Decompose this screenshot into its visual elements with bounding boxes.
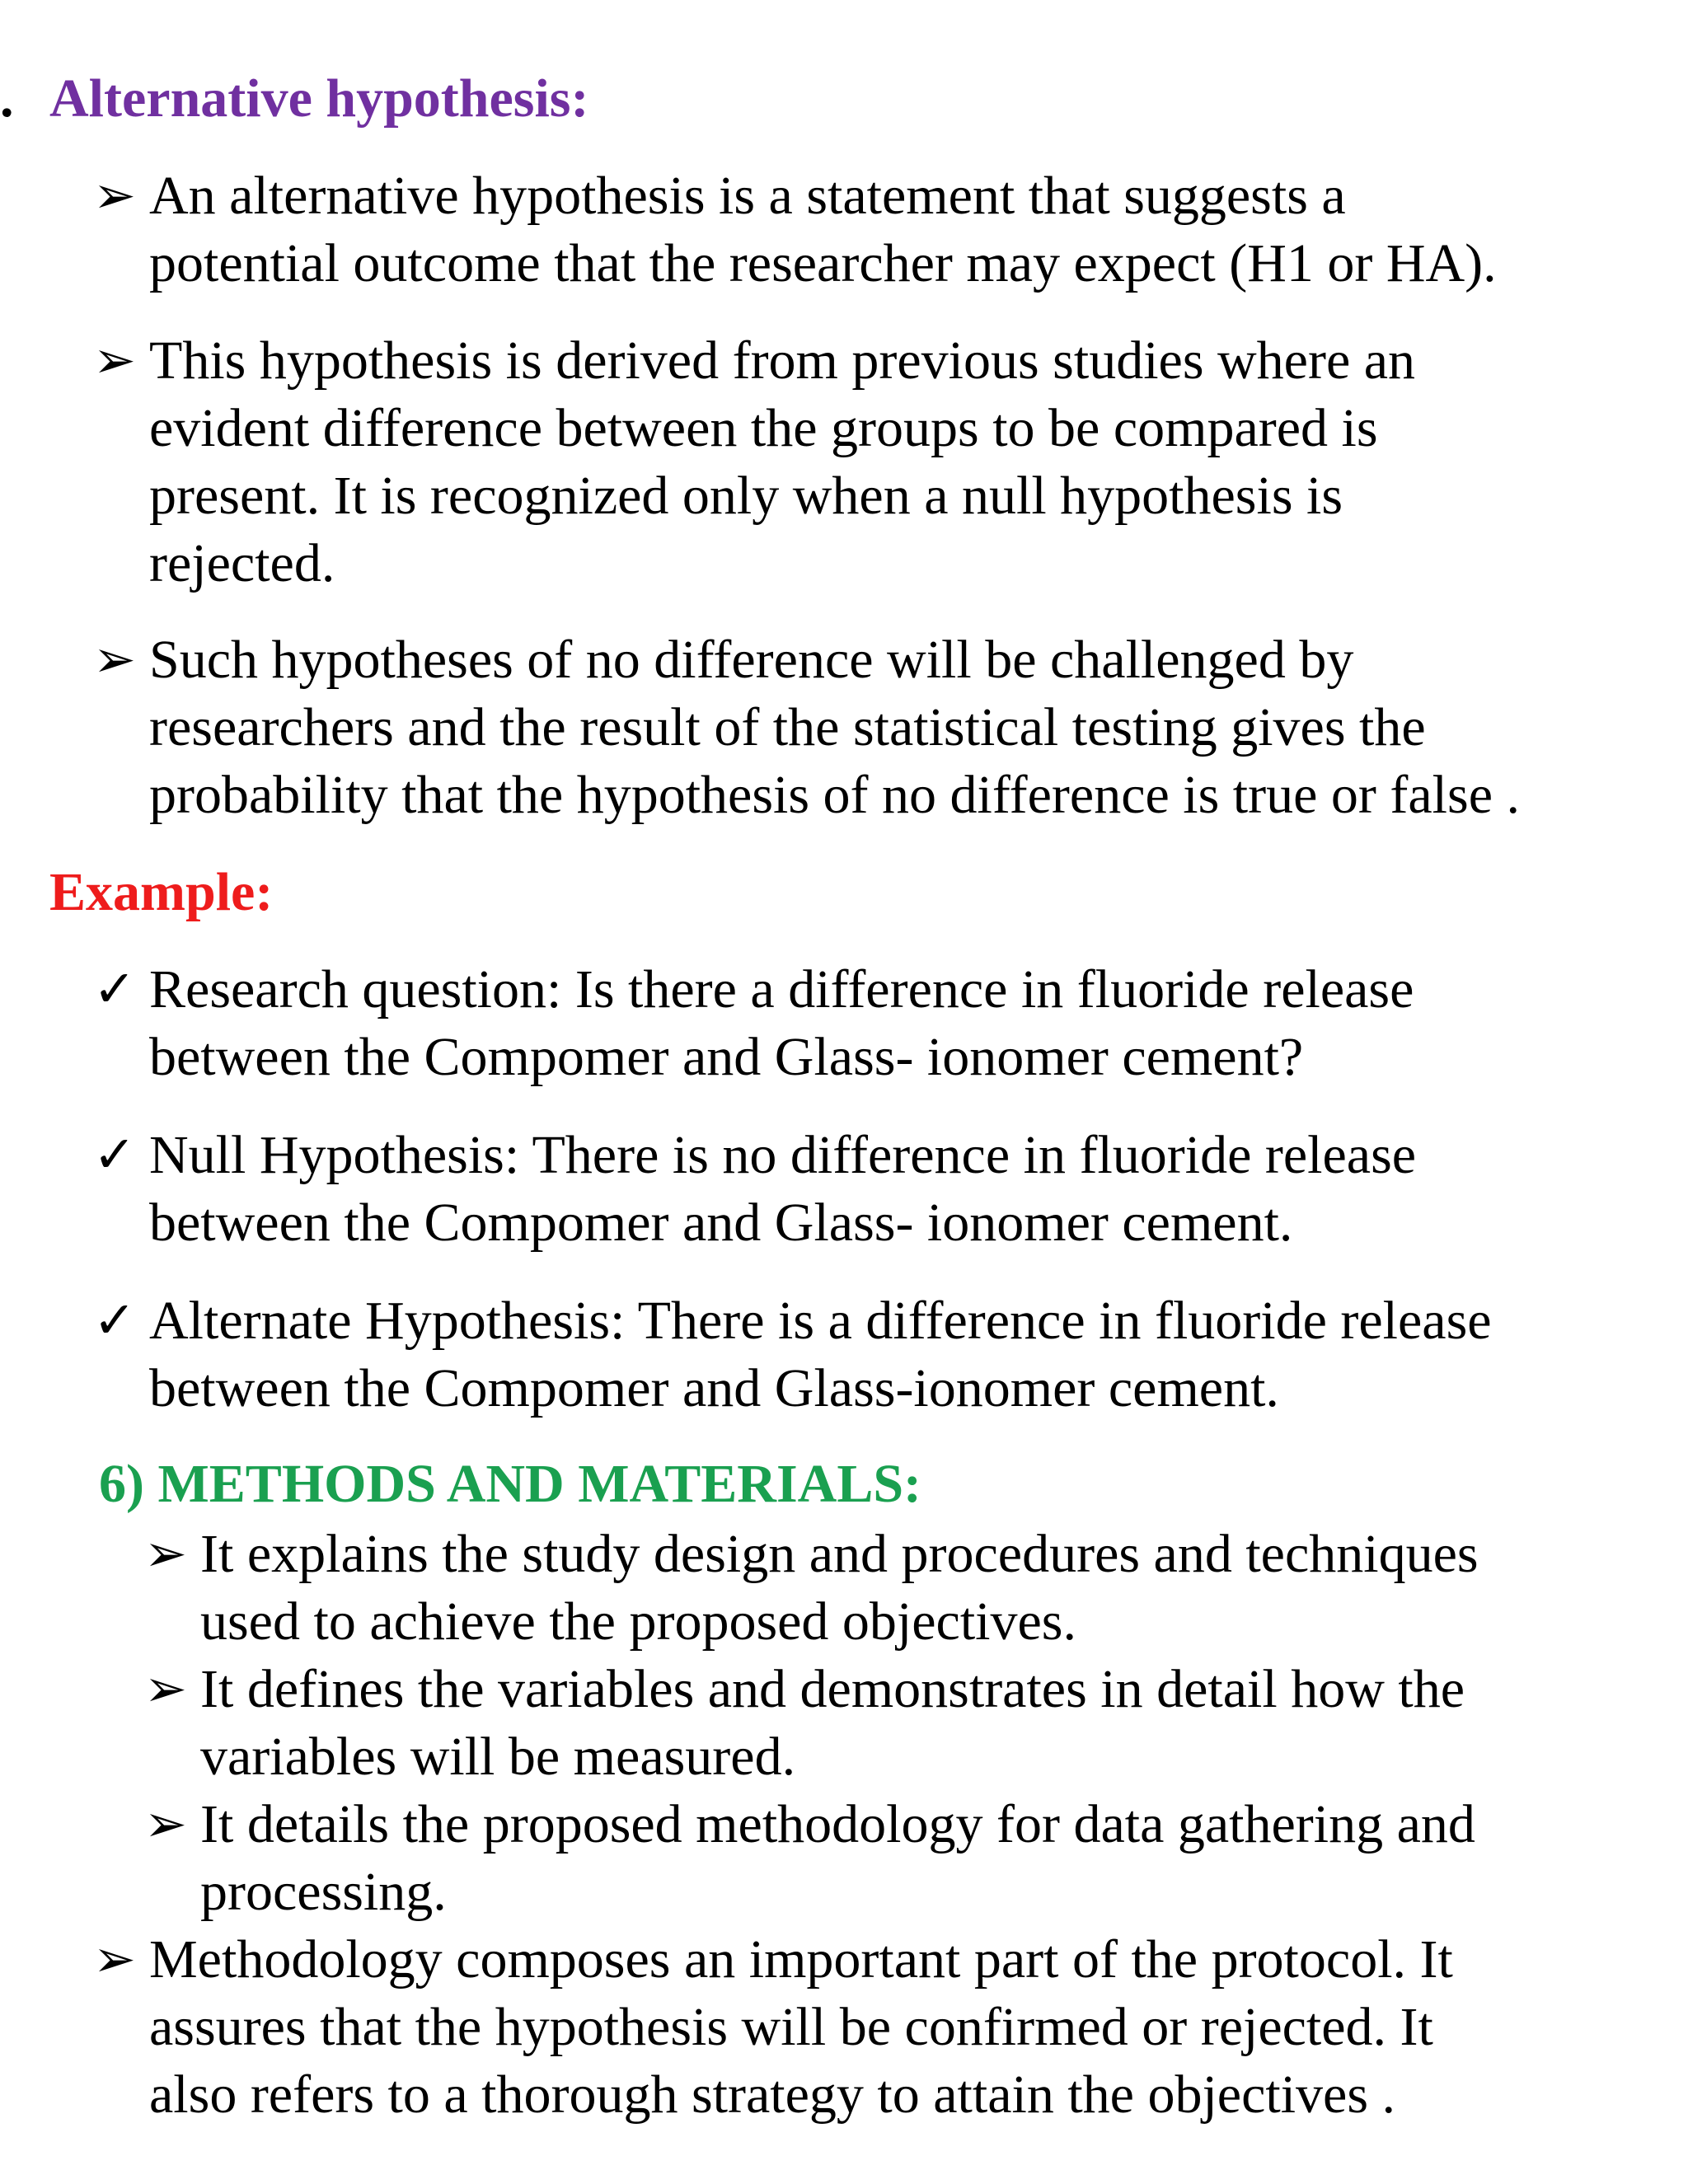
list-item bbox=[93, 626, 1658, 829]
section-bullet-dot: . bbox=[0, 68, 14, 129]
example-heading: Example: bbox=[49, 862, 274, 922]
arrow-bullet-icon: ➢ bbox=[93, 632, 136, 688]
alternative-hypothesis-heading: Alternative hypothesis: bbox=[49, 68, 589, 129]
list-item-text: It defines the variables and demonstrates in detail how the variables will be measured. bbox=[200, 1659, 1465, 1787]
list-item bbox=[93, 327, 1658, 598]
arrow-bullet-icon: ➢ bbox=[144, 1661, 187, 1718]
list-item bbox=[144, 1521, 1667, 1656]
checkmark-icon: ✓ bbox=[93, 962, 136, 1018]
list-item-text: It details the proposed methodology for data gathering and processing. bbox=[200, 1794, 1475, 1922]
methods-materials-heading: 6) METHODS AND MATERIALS: bbox=[99, 1454, 922, 1514]
list-item-text: Alternate Hypothesis: There is a difference in fluoride release between the Compomer and Glass-ionomer cement. bbox=[149, 1291, 1492, 1418]
list-item-text: Research question: Is there a difference in fluoride release between the Compomer and Glass- ionomer cement? bbox=[149, 959, 1414, 1087]
checkmark-icon: ✓ bbox=[93, 1293, 136, 1349]
list-item bbox=[144, 1656, 1667, 1791]
list-item-text: It explains the study design and procedures and techniques used to achieve the proposed objectives. bbox=[200, 1524, 1479, 1652]
arrow-bullet-icon: ➢ bbox=[144, 1797, 187, 1853]
checkmark-icon: ✓ bbox=[93, 1127, 136, 1183]
list-item bbox=[93, 1926, 1658, 2129]
list-item-text: An alternative hypothesis is a statement that suggests a potential outcome that the researcher may expect (H1 or HA). bbox=[149, 166, 1497, 293]
list-item-text: This hypothesis is derived from previous studies where an evident difference between the groups to be compared is present. It is recognized only when a null hypothesis is rejected. bbox=[149, 330, 1416, 593]
list-item-text: Such hypotheses of no difference will be challenged by researchers and the result of the statistical testing gives the probability that the hypothesis of no difference is true or false . bbox=[149, 630, 1520, 825]
list-item bbox=[144, 1791, 1667, 1926]
arrow-bullet-icon: ➢ bbox=[144, 1526, 187, 1582]
list-item bbox=[93, 1122, 1658, 1257]
list-item bbox=[93, 956, 1658, 1091]
list-item-text: Null Hypothesis: There is no difference in fluoride release between the Compomer and Glass- ionomer cement. bbox=[149, 1125, 1417, 1253]
list-item bbox=[93, 1287, 1658, 1422]
arrow-bullet-icon: ➢ bbox=[93, 333, 136, 389]
list-item bbox=[93, 162, 1658, 298]
list-item-text: Methodology composes an important part of the protocol. It assures that the hypothesis will be confirmed or rejected. It also refers to a thorough strategy to attain the objectives . bbox=[149, 1929, 1453, 2125]
arrow-bullet-icon: ➢ bbox=[93, 1932, 136, 1988]
arrow-bullet-icon: ➢ bbox=[93, 168, 136, 224]
